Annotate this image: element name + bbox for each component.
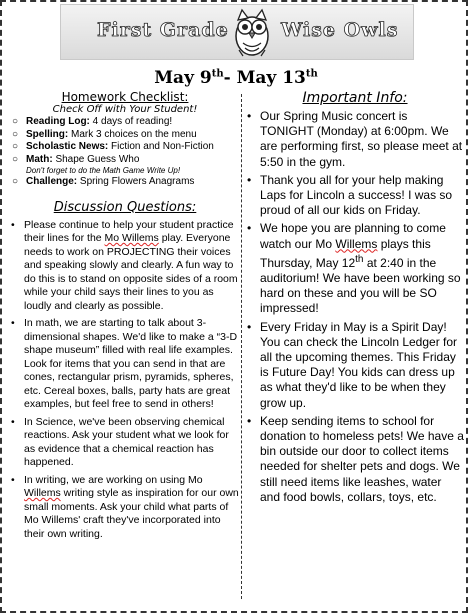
bullet-icon: • xyxy=(247,319,252,334)
circle-bullet-icon: ○ xyxy=(12,153,19,165)
circle-bullet-icon: ○ xyxy=(12,141,19,152)
math-note: Don't forget to do the Math Game Write Up! xyxy=(26,166,181,175)
homework-checklist-title: Homework Checklist: xyxy=(61,90,189,104)
important-item: • Keep sending items to school for donation to homeless pets! We have a bin outside our door to collect items needed for shelter pets and dogs. We still need items like leashes, water and food bowls, collars, toys, etc. xyxy=(247,413,464,504)
discussion-questions-title: Discussion Questions: xyxy=(53,199,197,215)
bullet-icon: • xyxy=(11,317,15,329)
header-banner xyxy=(60,4,414,60)
banner-right-text: Wise Owls xyxy=(281,19,399,41)
bullet-icon: • xyxy=(247,221,252,236)
bullet-icon: • xyxy=(247,109,252,123)
discussion-item: • Please continue to help your student practice their lines for the Mo Willems play. Everyone needs to work on PROJECTING their voices and speaking slowly and clearly. A fun way to do this is to stand on opposite sides of a room while your child says their lines to you as loudly and clearly as possible. xyxy=(11,218,238,312)
homework-subtitle: Check Off with Your Student! xyxy=(52,104,198,115)
important-item: • Thank you all for your help making Laps for Lincoln a success! I was so proud of all our kids on Friday. xyxy=(247,172,453,218)
important-item: • Our Spring Music concert is TONIGHT (Monday) at 6:00pm. We are performing first, so please meet at 5:50 in the gym. xyxy=(247,109,463,169)
banner-left-text: First Grade xyxy=(97,19,229,41)
homework-item-challenge: ○ Challenge: Spring Flowers Anagrams xyxy=(12,176,195,187)
circle-bullet-icon: ○ xyxy=(12,116,19,127)
bullet-icon: • xyxy=(11,415,15,428)
important-info-list xyxy=(246,109,464,505)
circle-bullet-icon: ○ xyxy=(12,176,19,187)
column-divider xyxy=(241,94,242,599)
discussion-item: • In writing, we are working on using Mo Willems writing style as inspiration for our own small moments. Ask your child what parts of Mo Willems' craft they've incorporated into their own writing. xyxy=(11,473,239,540)
bullet-icon: • xyxy=(247,172,252,187)
bullet-icon: • xyxy=(11,473,15,486)
important-item: • We hope you are planning to come watch our Mo Willems plays this Thursday, May 12th at 2:40 in the auditorium! We have been working so hard on these and you will be SO impressed! xyxy=(247,221,461,316)
discussion-item: • In Science, we've been observing chemical reactions. Ask your student what we look for as evidence that a chemical reaction has happened. xyxy=(11,415,229,468)
important-item: • Every Friday in May is a Spirit Day! You can check the Lincoln Ledger for all the upcoming themes. This Friday is Future Day! You kids can dress up as what they'd like to be when they grow up. xyxy=(247,319,458,410)
homework-item-scholastic-news: ○ Scholastic News: Fiction and Non-Fiction xyxy=(12,141,214,152)
right-column xyxy=(246,90,464,505)
homework-item-math: ○ Math: Shape Guess Who xyxy=(12,153,140,165)
important-info-title: Important Info: xyxy=(302,90,408,106)
left-column xyxy=(10,90,240,541)
discussion-item: • In math, we are starting to talk about 3-dimensional shapes. We'd like to make a “3-D shape museum” filled with real life examples. Look for items that you can send in that are cones, rectangular prism, pyramids, spheres, etc. Cereal boxes, balls, party hats are great examples, but feel free to send in others! xyxy=(11,317,238,410)
homework-item-reading-log: ○ Reading Log: 4 days of reading! xyxy=(12,116,173,127)
date-range-title: May 9th- May 13th xyxy=(154,68,318,88)
homework-item-spelling: ○ Spelling: Mark 3 choices on the menu xyxy=(12,128,197,140)
owl-icon xyxy=(229,6,275,58)
circle-bullet-icon: ○ xyxy=(12,128,19,140)
homework-checklist xyxy=(10,116,240,189)
discussion-list xyxy=(10,219,240,542)
bullet-icon: • xyxy=(247,413,252,428)
bullet-icon: • xyxy=(11,218,15,231)
